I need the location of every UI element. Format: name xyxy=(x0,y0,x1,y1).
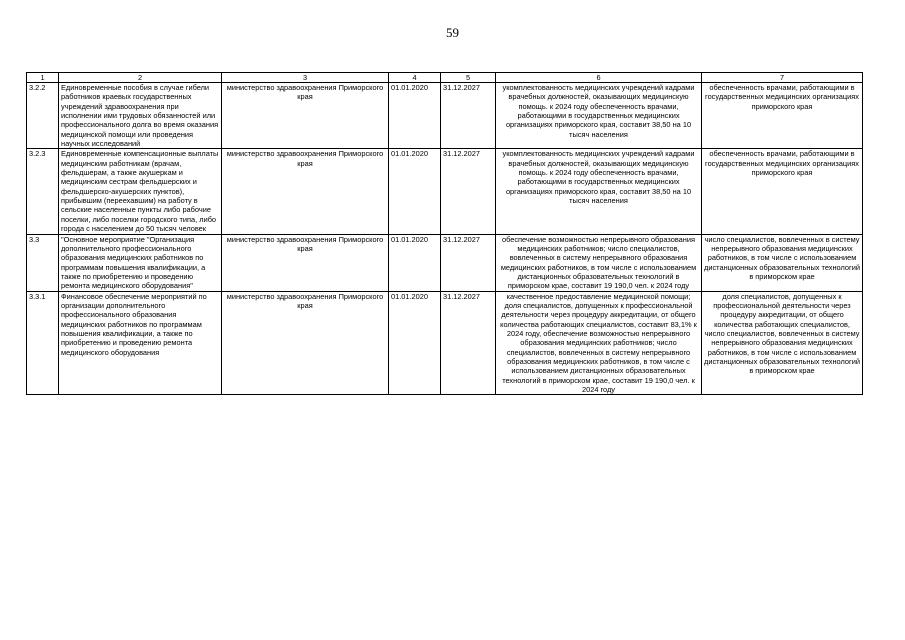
executor: министерство здравоохранения Приморского края xyxy=(222,291,389,395)
header-cell: 5 xyxy=(441,73,496,83)
header-cell: 7 xyxy=(702,73,863,83)
expected-result: укомплектованность медицинских учреждений кадрами врачебных должностей, оказывающих медицинскую помощь. к 2024 году обеспеченность врачами, работающими в государственных медицинских организациях приморского края, составит 38,50 на 10 тысяч населения xyxy=(496,83,702,149)
table-row xyxy=(27,149,863,234)
header-cell: 6 xyxy=(496,73,702,83)
indicator: обеспеченность врачами, работающими в государственных медицинских организациях приморского края xyxy=(702,83,863,149)
row-number: 3.2.3 xyxy=(27,149,59,234)
measure-name: Единовременные пособия в случае гибели работников краевых государственных учреждений здравоохранения при исполнении ими трудовых обязанностей или профессионального долга во время оказания медицинской помощи или проведения научных исследований xyxy=(59,83,222,149)
header-cell: 3 xyxy=(222,73,389,83)
page-number: 59 xyxy=(446,25,459,40)
start-date: 01.01.2020 xyxy=(389,234,441,291)
expected-result: обеспечение возможностью непрерывного образования медицинских работников; число специалистов, вовлеченных в систему непрерывного образования медицинских работников, в том числе с использованием дистанционных образовательных технологий в приморском крае, составит 19 190,0 чел. к 2024 году xyxy=(496,234,702,291)
row-number: 3.2.2 xyxy=(27,83,59,149)
table-row xyxy=(27,83,863,149)
header-cell: 1 xyxy=(27,73,59,83)
end-date: 31.12.2027 xyxy=(441,234,496,291)
header-cell: 4 xyxy=(389,73,441,83)
measures-table xyxy=(26,72,863,395)
executor: министерство здравоохранения Приморского края xyxy=(222,83,389,149)
end-date: 31.12.2027 xyxy=(441,291,496,395)
expected-result: укомплектованность медицинских учреждений кадрами врачебных должностей, оказывающих медицинскую помощь. к 2024 году обеспеченность врачами, работающими в государственных медицинских организациях приморского края, составит 38,50 на 10 тысяч населения xyxy=(496,149,702,234)
header-cell: 2 xyxy=(59,73,222,83)
table-row xyxy=(27,291,863,395)
start-date: 01.01.2020 xyxy=(389,149,441,234)
executor: министерство здравоохранения Приморского края xyxy=(222,149,389,234)
indicator: число специалистов, вовлеченных в систему непрерывного образования медицинских работников, в том числе с использованием дистанционных образовательных технологий в приморском крае xyxy=(702,234,863,291)
row-number: 3.3.1 xyxy=(27,291,59,395)
indicator: обеспеченность врачами, работающими в государственных медицинских организациях приморского края xyxy=(702,149,863,234)
indicator: доля специалистов, допущенных к профессиональной деятельности через процедуру аккредитации, от общего количества работающих специалистов, число специалистов, вовлеченных в систему непрерывного образования медицинских работников, в том числе с использованием дистанционных образовательных технологий в приморском крае xyxy=(702,291,863,395)
start-date: 01.01.2020 xyxy=(389,291,441,395)
start-date: 01.01.2020 xyxy=(389,83,441,149)
executor: министерство здравоохранения Приморского края xyxy=(222,234,389,291)
row-number: 3.3 xyxy=(27,234,59,291)
measure-name: Единовременные компенсационные выплаты медицинским работникам (врачам, фельдшерам, а также акушеркам и медицинским сестрам фельдшерских и фельдшерско-акушерских пунктов), прибывшим (переехавшим) на работу в сельские населенные пункты либо рабочие поселки, либо поселки городского типа, либо города с населением до 50 тысяч человек xyxy=(59,149,222,234)
measure-name: Финансовое обеспечение мероприятий по организации дополнительного профессионального образования медицинских работников по программам повышения квалификации, а также по приобретению и проведению ремонта медицинского оборудования xyxy=(59,291,222,395)
end-date: 31.12.2027 xyxy=(441,149,496,234)
measure-name: "Основное мероприятие "Организация дополнительного профессионального образования медицинских работников по программам повышения квалификации, а также по приобретению и проведению ремонта медицинского оборудования" xyxy=(59,234,222,291)
header-row xyxy=(27,73,863,83)
expected-result: качественное предоставление медицинской помощи; доля специалистов, допущенных к профессиональной деятельности через процедуру аккредитации, от общего количества работающих специалистов, составит 83,1% к 2024 году, обеспечение возможностью непрерывного образования медицинских работников; число специалистов, вовлеченных в систему непрерывного образования медицинских работников, в том числе с использованием дистанционных образовательных технологий в приморском крае, составит 19 190,0 чел. к 2024 году xyxy=(496,291,702,395)
end-date: 31.12.2027 xyxy=(441,83,496,149)
table-row xyxy=(27,234,863,291)
